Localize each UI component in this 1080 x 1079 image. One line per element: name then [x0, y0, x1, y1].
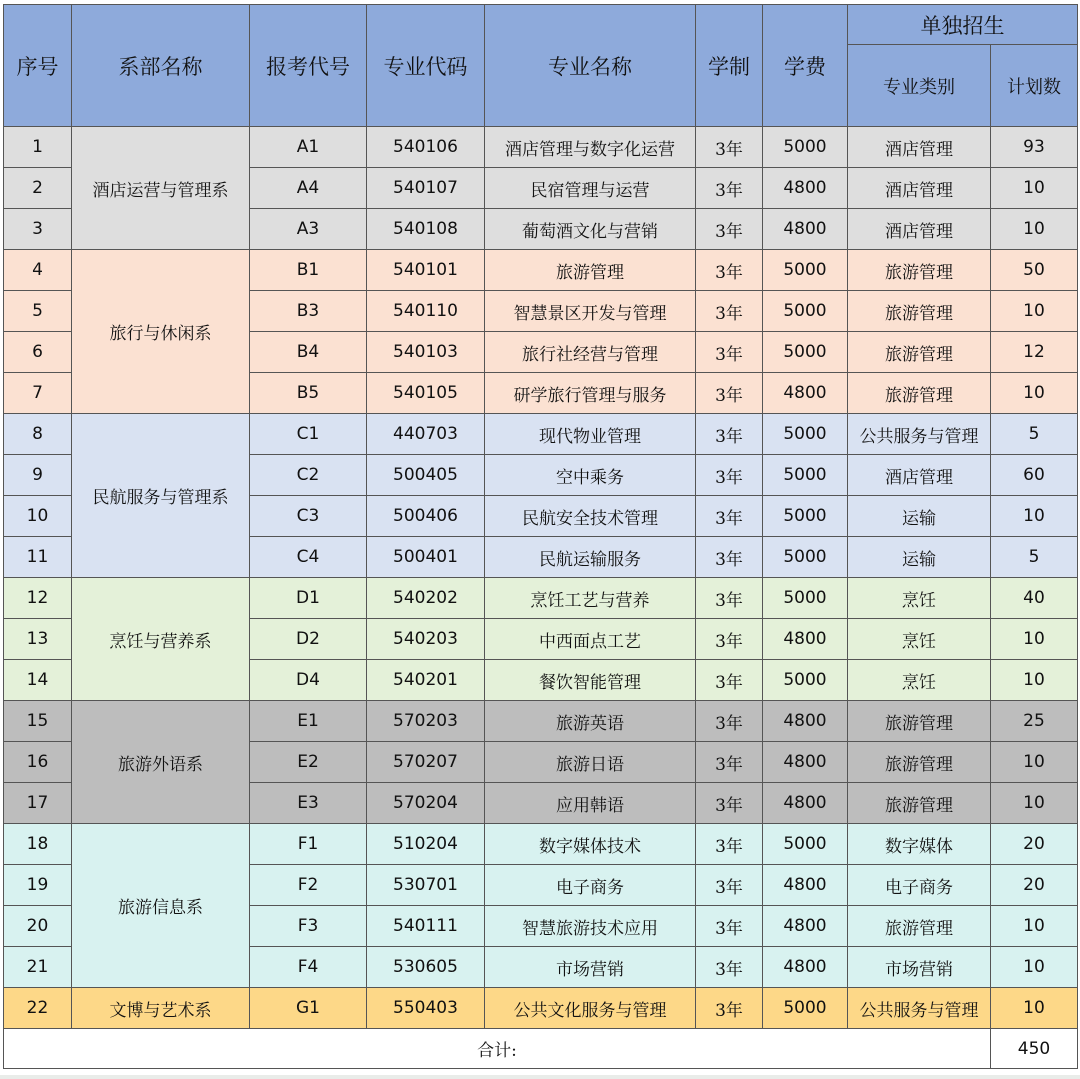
cell-dept-name: 旅行与休闲系 — [72, 250, 250, 414]
cell-duration: 3年 — [696, 537, 763, 578]
cell-duration: 3年 — [696, 701, 763, 742]
cell-seq: 21 — [4, 947, 72, 988]
cell-seq: 13 — [4, 619, 72, 660]
cell-major-name: 中西面点工艺 — [485, 619, 696, 660]
cell-duration: 3年 — [696, 783, 763, 824]
cell-duration: 3年 — [696, 291, 763, 332]
cell-seq: 8 — [4, 414, 72, 455]
cell-seq: 16 — [4, 742, 72, 783]
cell-plan: 10 — [991, 291, 1078, 332]
cell-plan: 25 — [991, 701, 1078, 742]
cell-plan: 10 — [991, 209, 1078, 250]
cell-major-name: 现代物业管理 — [485, 414, 696, 455]
cell-tuition: 4800 — [763, 947, 848, 988]
header-category: 专业类别 — [848, 45, 991, 127]
cell-plan: 93 — [991, 127, 1078, 168]
cell-major-name: 市场营销 — [485, 947, 696, 988]
cell-plan: 20 — [991, 865, 1078, 906]
cell-major-name: 旅游英语 — [485, 701, 696, 742]
cell-duration: 3年 — [696, 824, 763, 865]
cell-duration: 3年 — [696, 455, 763, 496]
cell-category: 酒店管理 — [848, 455, 991, 496]
cell-duration: 3年 — [696, 578, 763, 619]
cell-major-name: 旅游日语 — [485, 742, 696, 783]
cell-dept-name: 旅游信息系 — [72, 824, 250, 988]
cell-exam-code: D1 — [250, 578, 367, 619]
header-seq: 序号 — [4, 5, 72, 127]
header-exam-code: 报考代号 — [250, 5, 367, 127]
cell-tuition: 4800 — [763, 168, 848, 209]
cell-major-name: 烹饪工艺与营养 — [485, 578, 696, 619]
cell-major-code: 540110 — [367, 291, 485, 332]
cell-tuition: 5000 — [763, 988, 848, 1029]
cell-category: 运输 — [848, 537, 991, 578]
cell-duration: 3年 — [696, 332, 763, 373]
cell-exam-code: B3 — [250, 291, 367, 332]
header-tuition: 学费 — [763, 5, 848, 127]
cell-tuition: 5000 — [763, 496, 848, 537]
cell-major-code: 540106 — [367, 127, 485, 168]
cell-major-name: 公共文化服务与管理 — [485, 988, 696, 1029]
cell-exam-code: C1 — [250, 414, 367, 455]
cell-major-code: 540111 — [367, 906, 485, 947]
cell-duration: 3年 — [696, 619, 763, 660]
cell-duration: 3年 — [696, 250, 763, 291]
cell-plan: 10 — [991, 988, 1078, 1029]
header-major-name: 专业名称 — [485, 5, 696, 127]
cell-category: 运输 — [848, 496, 991, 537]
cell-tuition: 4800 — [763, 742, 848, 783]
cell-exam-code: E1 — [250, 701, 367, 742]
cell-category: 公共服务与管理 — [848, 414, 991, 455]
cell-plan: 12 — [991, 332, 1078, 373]
cell-major-code: 570204 — [367, 783, 485, 824]
cell-seq: 12 — [4, 578, 72, 619]
cell-seq: 14 — [4, 660, 72, 701]
cell-seq: 6 — [4, 332, 72, 373]
cell-seq: 22 — [4, 988, 72, 1029]
cell-major-code: 540201 — [367, 660, 485, 701]
cell-exam-code: F3 — [250, 906, 367, 947]
cell-category: 酒店管理 — [848, 127, 991, 168]
cell-exam-code: B1 — [250, 250, 367, 291]
cell-seq: 15 — [4, 701, 72, 742]
cell-tuition: 4800 — [763, 619, 848, 660]
cell-category: 酒店管理 — [848, 168, 991, 209]
cell-duration: 3年 — [696, 906, 763, 947]
table-header — [4, 5, 1078, 127]
cell-category: 旅游管理 — [848, 742, 991, 783]
cell-category: 数字媒体 — [848, 824, 991, 865]
cell-seq: 19 — [4, 865, 72, 906]
table-body — [4, 127, 1078, 1069]
cell-major-code: 530701 — [367, 865, 485, 906]
cell-tuition: 4800 — [763, 865, 848, 906]
cell-duration: 3年 — [696, 127, 763, 168]
cell-tuition: 4800 — [763, 906, 848, 947]
cell-major-name: 数字媒体技术 — [485, 824, 696, 865]
cell-plan: 5 — [991, 414, 1078, 455]
cell-major-name: 空中乘务 — [485, 455, 696, 496]
cell-category: 旅游管理 — [848, 373, 991, 414]
cell-major-code: 540202 — [367, 578, 485, 619]
cell-tuition: 4800 — [763, 701, 848, 742]
cell-category: 旅游管理 — [848, 332, 991, 373]
cell-category: 旅游管理 — [848, 291, 991, 332]
cell-plan: 10 — [991, 742, 1078, 783]
cell-tuition: 5000 — [763, 332, 848, 373]
cell-exam-code: C4 — [250, 537, 367, 578]
enrollment-table — [3, 4, 1078, 1069]
cell-tuition: 5000 — [763, 578, 848, 619]
cell-exam-code: E3 — [250, 783, 367, 824]
cell-seq: 4 — [4, 250, 72, 291]
cell-major-code: 500406 — [367, 496, 485, 537]
table-row — [4, 414, 1078, 455]
cell-dept-name: 民航服务与管理系 — [72, 414, 250, 578]
cell-dept-name: 旅游外语系 — [72, 701, 250, 824]
cell-category: 市场营销 — [848, 947, 991, 988]
cell-seq: 7 — [4, 373, 72, 414]
cell-exam-code: F1 — [250, 824, 367, 865]
cell-tuition: 5000 — [763, 660, 848, 701]
cell-plan: 50 — [991, 250, 1078, 291]
cell-tuition: 5000 — [763, 291, 848, 332]
cell-tuition: 5000 — [763, 455, 848, 496]
cell-tuition: 5000 — [763, 537, 848, 578]
cell-tuition: 5000 — [763, 824, 848, 865]
header-plan: 计划数 — [991, 45, 1078, 127]
cell-exam-code: A1 — [250, 127, 367, 168]
cell-category: 旅游管理 — [848, 906, 991, 947]
cell-exam-code: A3 — [250, 209, 367, 250]
cell-plan: 5 — [991, 537, 1078, 578]
cell-dept-name: 文博与艺术系 — [72, 988, 250, 1029]
cell-seq: 18 — [4, 824, 72, 865]
cell-plan: 10 — [991, 373, 1078, 414]
cell-exam-code: G1 — [250, 988, 367, 1029]
cell-category: 旅游管理 — [848, 783, 991, 824]
cell-major-code: 500401 — [367, 537, 485, 578]
cell-exam-code: E2 — [250, 742, 367, 783]
cell-exam-code: B4 — [250, 332, 367, 373]
cell-plan: 20 — [991, 824, 1078, 865]
cell-tuition: 4800 — [763, 209, 848, 250]
cell-duration: 3年 — [696, 496, 763, 537]
cell-major-code: 550403 — [367, 988, 485, 1029]
cell-tuition: 4800 — [763, 783, 848, 824]
cell-duration: 3年 — [696, 947, 763, 988]
cell-plan: 10 — [991, 168, 1078, 209]
cell-major-code: 510204 — [367, 824, 485, 865]
header-duration: 学制 — [696, 5, 763, 127]
cell-exam-code: C3 — [250, 496, 367, 537]
cell-duration: 3年 — [696, 209, 763, 250]
cell-category: 烹饪 — [848, 619, 991, 660]
cell-dept-name: 烹饪与营养系 — [72, 578, 250, 701]
cell-exam-code: F2 — [250, 865, 367, 906]
cell-exam-code: C2 — [250, 455, 367, 496]
cell-category: 公共服务与管理 — [848, 988, 991, 1029]
cell-major-name: 民宿管理与运营 — [485, 168, 696, 209]
cell-major-name: 智慧旅游技术应用 — [485, 906, 696, 947]
cell-major-name: 旅行社经营与管理 — [485, 332, 696, 373]
cell-duration: 3年 — [696, 660, 763, 701]
cell-duration: 3年 — [696, 865, 763, 906]
cell-category: 旅游管理 — [848, 701, 991, 742]
cell-category: 电子商务 — [848, 865, 991, 906]
cell-major-code: 530605 — [367, 947, 485, 988]
total-row — [4, 1029, 1078, 1069]
cell-seq: 17 — [4, 783, 72, 824]
cell-major-name: 应用韩语 — [485, 783, 696, 824]
cell-major-code: 540108 — [367, 209, 485, 250]
cell-major-code: 540107 — [367, 168, 485, 209]
cell-major-name: 旅游管理 — [485, 250, 696, 291]
total-label: 合计: — [4, 1029, 991, 1069]
cell-duration: 3年 — [696, 742, 763, 783]
cell-tuition: 4800 — [763, 373, 848, 414]
cell-major-code: 540103 — [367, 332, 485, 373]
cell-category: 酒店管理 — [848, 209, 991, 250]
cell-exam-code: D4 — [250, 660, 367, 701]
header-dept: 系部名称 — [72, 5, 250, 127]
cell-plan: 10 — [991, 947, 1078, 988]
cell-duration: 3年 — [696, 988, 763, 1029]
cell-plan: 10 — [991, 660, 1078, 701]
cell-plan: 10 — [991, 496, 1078, 537]
cell-major-code: 540101 — [367, 250, 485, 291]
cell-tuition: 5000 — [763, 250, 848, 291]
cell-seq: 20 — [4, 906, 72, 947]
cell-plan: 10 — [991, 906, 1078, 947]
table-row — [4, 988, 1078, 1029]
cell-seq: 3 — [4, 209, 72, 250]
table-row — [4, 127, 1078, 168]
cell-major-name: 民航安全技术管理 — [485, 496, 696, 537]
header-group-title: 单独招生 — [848, 5, 1078, 45]
cell-major-name: 葡萄酒文化与营销 — [485, 209, 696, 250]
cell-seq: 5 — [4, 291, 72, 332]
cell-exam-code: B5 — [250, 373, 367, 414]
table-row — [4, 824, 1078, 865]
cell-major-name: 酒店管理与数字化运营 — [485, 127, 696, 168]
cell-exam-code: F4 — [250, 947, 367, 988]
cell-major-code: 540203 — [367, 619, 485, 660]
table-row — [4, 578, 1078, 619]
cell-major-name: 电子商务 — [485, 865, 696, 906]
cell-category: 旅游管理 — [848, 250, 991, 291]
cell-major-code: 570207 — [367, 742, 485, 783]
cell-seq: 2 — [4, 168, 72, 209]
cell-duration: 3年 — [696, 414, 763, 455]
cell-tuition: 5000 — [763, 127, 848, 168]
table-row — [4, 250, 1078, 291]
cell-exam-code: A4 — [250, 168, 367, 209]
cell-seq: 9 — [4, 455, 72, 496]
cell-major-name: 民航运输服务 — [485, 537, 696, 578]
cell-plan: 60 — [991, 455, 1078, 496]
cell-major-code: 540105 — [367, 373, 485, 414]
cell-seq: 10 — [4, 496, 72, 537]
cell-major-name: 餐饮智能管理 — [485, 660, 696, 701]
cell-duration: 3年 — [696, 373, 763, 414]
cell-tuition: 5000 — [763, 414, 848, 455]
cell-major-code: 440703 — [367, 414, 485, 455]
cell-plan: 40 — [991, 578, 1078, 619]
cell-category: 烹饪 — [848, 660, 991, 701]
cell-seq: 11 — [4, 537, 72, 578]
cell-category: 烹饪 — [848, 578, 991, 619]
cell-major-code: 500405 — [367, 455, 485, 496]
total-value: 450 — [991, 1029, 1078, 1069]
cell-major-code: 570203 — [367, 701, 485, 742]
cell-dept-name: 酒店运营与管理系 — [72, 127, 250, 250]
header-major-code: 专业代码 — [367, 5, 485, 127]
cell-seq: 1 — [4, 127, 72, 168]
bottom-strip — [0, 1075, 1080, 1079]
cell-plan: 10 — [991, 619, 1078, 660]
cell-major-name: 研学旅行管理与服务 — [485, 373, 696, 414]
cell-exam-code: D2 — [250, 619, 367, 660]
cell-plan: 10 — [991, 783, 1078, 824]
cell-major-name: 智慧景区开发与管理 — [485, 291, 696, 332]
cell-duration: 3年 — [696, 168, 763, 209]
table-row — [4, 701, 1078, 742]
